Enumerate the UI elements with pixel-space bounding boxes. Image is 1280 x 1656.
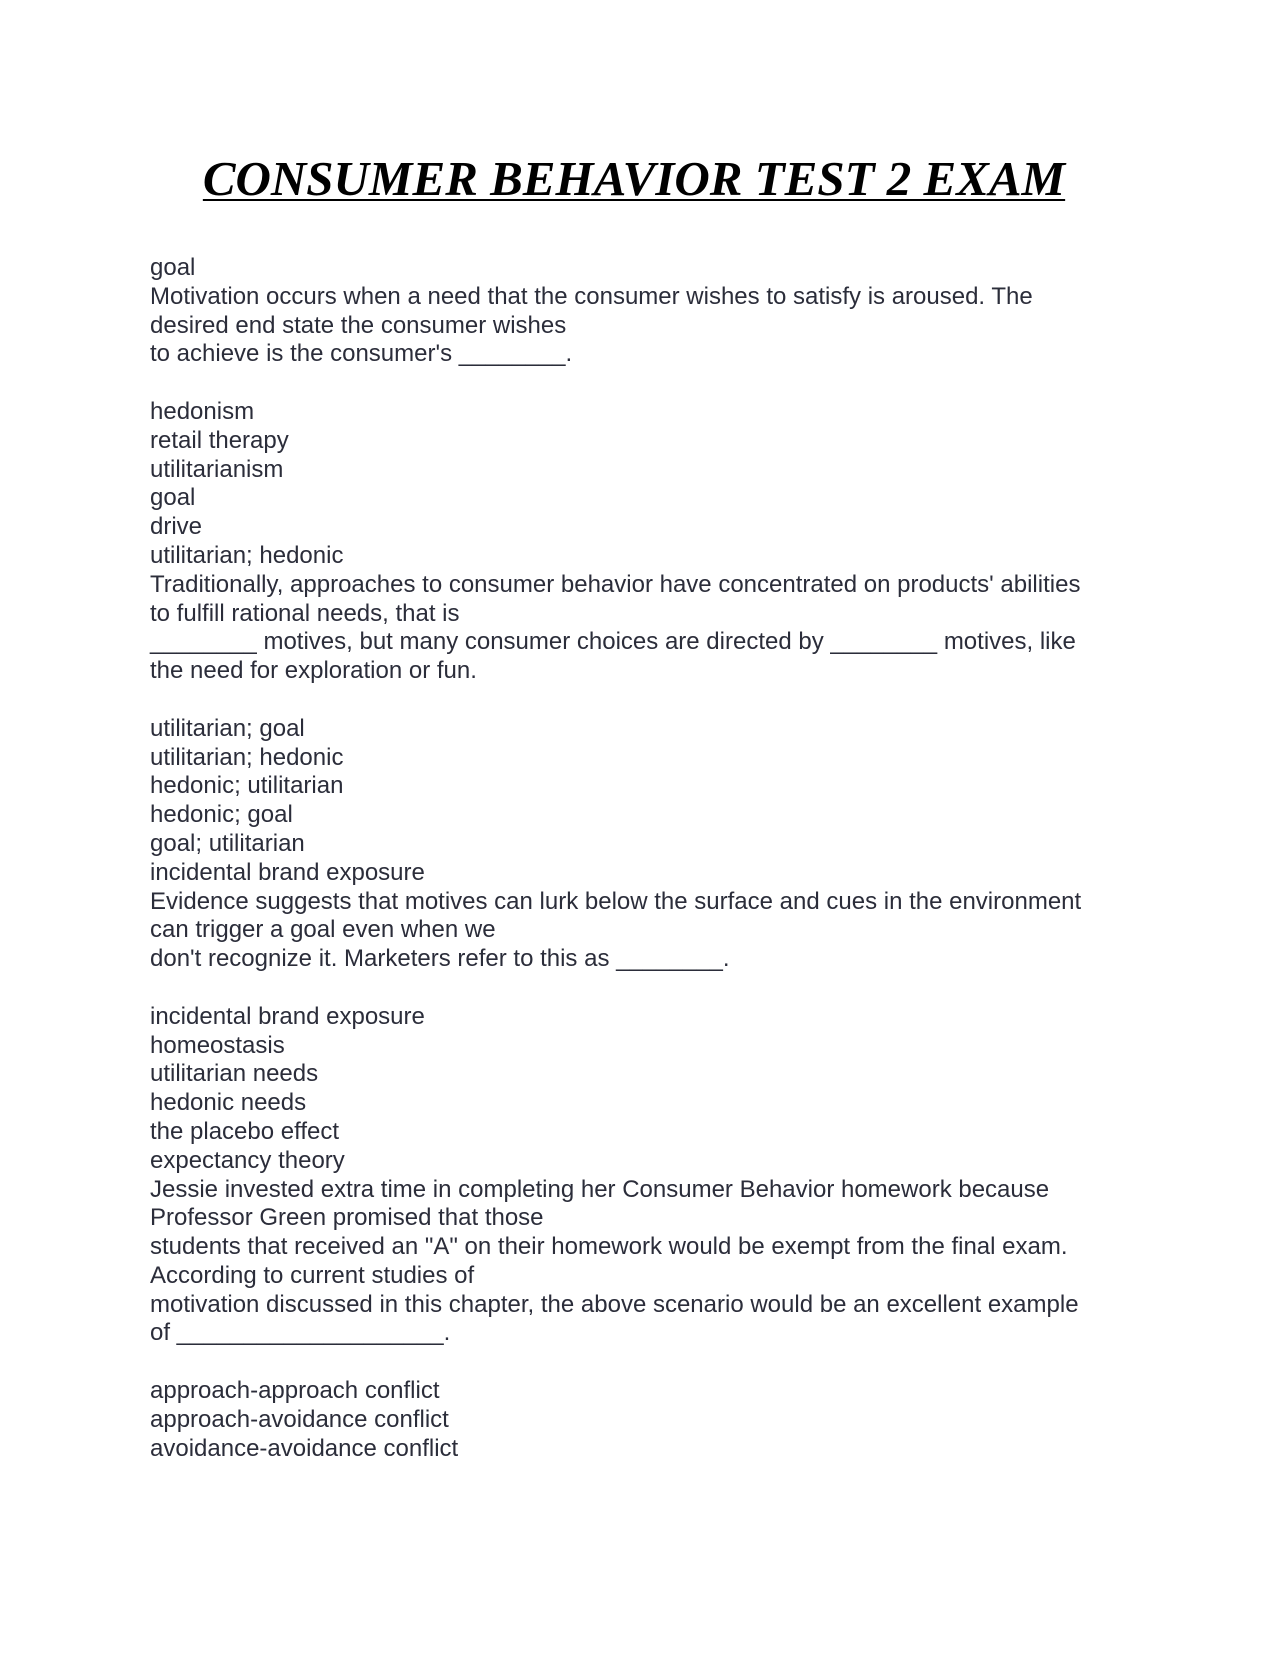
text-line: goal bbox=[150, 484, 196, 512]
text-line: avoidance-avoidance conflict bbox=[150, 1434, 459, 1462]
text-line: Traditionally, approaches to consumer behavior have concentrated on products' abilities bbox=[150, 570, 1081, 598]
text-line: goal bbox=[150, 254, 196, 281]
text-line: drive bbox=[150, 513, 203, 541]
document-body bbox=[150, 254, 1130, 1463]
blank-line bbox=[150, 1348, 1130, 1377]
blank-line bbox=[150, 686, 1130, 715]
text-line: Evidence suggests that motives can lurk below the surface and cues in the environment bbox=[150, 887, 1082, 915]
text-line: homeostasis bbox=[150, 1031, 285, 1059]
text-line: students that received an "A" on their homework would be exempt from the final exam. bbox=[150, 1233, 1068, 1261]
text-line: utilitarian; hedonic bbox=[150, 541, 344, 569]
text-line: hedonic needs bbox=[150, 1089, 307, 1117]
text-line: expectancy theory bbox=[150, 1146, 345, 1174]
text-line: Motivation occurs when a need that the consumer wishes to satisfy is aroused. The bbox=[150, 282, 1033, 310]
text-line: of ____________________. bbox=[150, 1319, 451, 1347]
text-line: retail therapy bbox=[150, 426, 289, 454]
text-line: can trigger a goal even when we bbox=[150, 916, 496, 944]
text-line: hedonic; goal bbox=[150, 801, 293, 829]
text-line: to achieve is the consumer's ________. bbox=[150, 340, 573, 368]
document-title bbox=[0, 150, 1268, 208]
text-line: to fulfill rational needs, that is bbox=[150, 599, 460, 627]
text-line: the placebo effect bbox=[150, 1117, 340, 1145]
text-line: According to current studies of bbox=[150, 1261, 475, 1289]
blank-line bbox=[150, 974, 1130, 1003]
text-line: the need for exploration or fun. bbox=[150, 657, 477, 685]
text-line: don't recognize it. Marketers refer to this as ________. bbox=[150, 945, 730, 973]
text-line: goal; utilitarian bbox=[150, 829, 305, 857]
text-line: incidental brand exposure bbox=[150, 858, 425, 886]
blank-line bbox=[150, 369, 1130, 398]
text-line: hedonic; utilitarian bbox=[150, 772, 344, 800]
text-line: incidental brand exposure bbox=[150, 1002, 425, 1030]
text-line: utilitarian; hedonic bbox=[150, 743, 344, 771]
text-line: utilitarian; goal bbox=[150, 714, 305, 742]
text-line: utilitarianism bbox=[150, 455, 284, 483]
text-line: hedonism bbox=[150, 397, 255, 425]
text-line: desired end state the consumer wishes bbox=[150, 311, 567, 339]
text-line: motivation discussed in this chapter, the above scenario would be an excellent example bbox=[150, 1290, 1079, 1318]
text-line: approach-avoidance conflict bbox=[150, 1405, 449, 1433]
text-line: utilitarian needs bbox=[150, 1060, 319, 1088]
text-line: Jessie invested extra time in completing her Consumer Behavior homework because bbox=[150, 1175, 1050, 1203]
document-title-text: CONSUMER BEHAVIOR TEST 2 EXAM bbox=[202, 151, 1066, 206]
text-line: Professor Green promised that those bbox=[150, 1204, 544, 1232]
text-line: approach-approach conflict bbox=[150, 1377, 440, 1405]
text-line: ________ motives, but many consumer choices are directed by ________ motives, like bbox=[150, 628, 1076, 656]
